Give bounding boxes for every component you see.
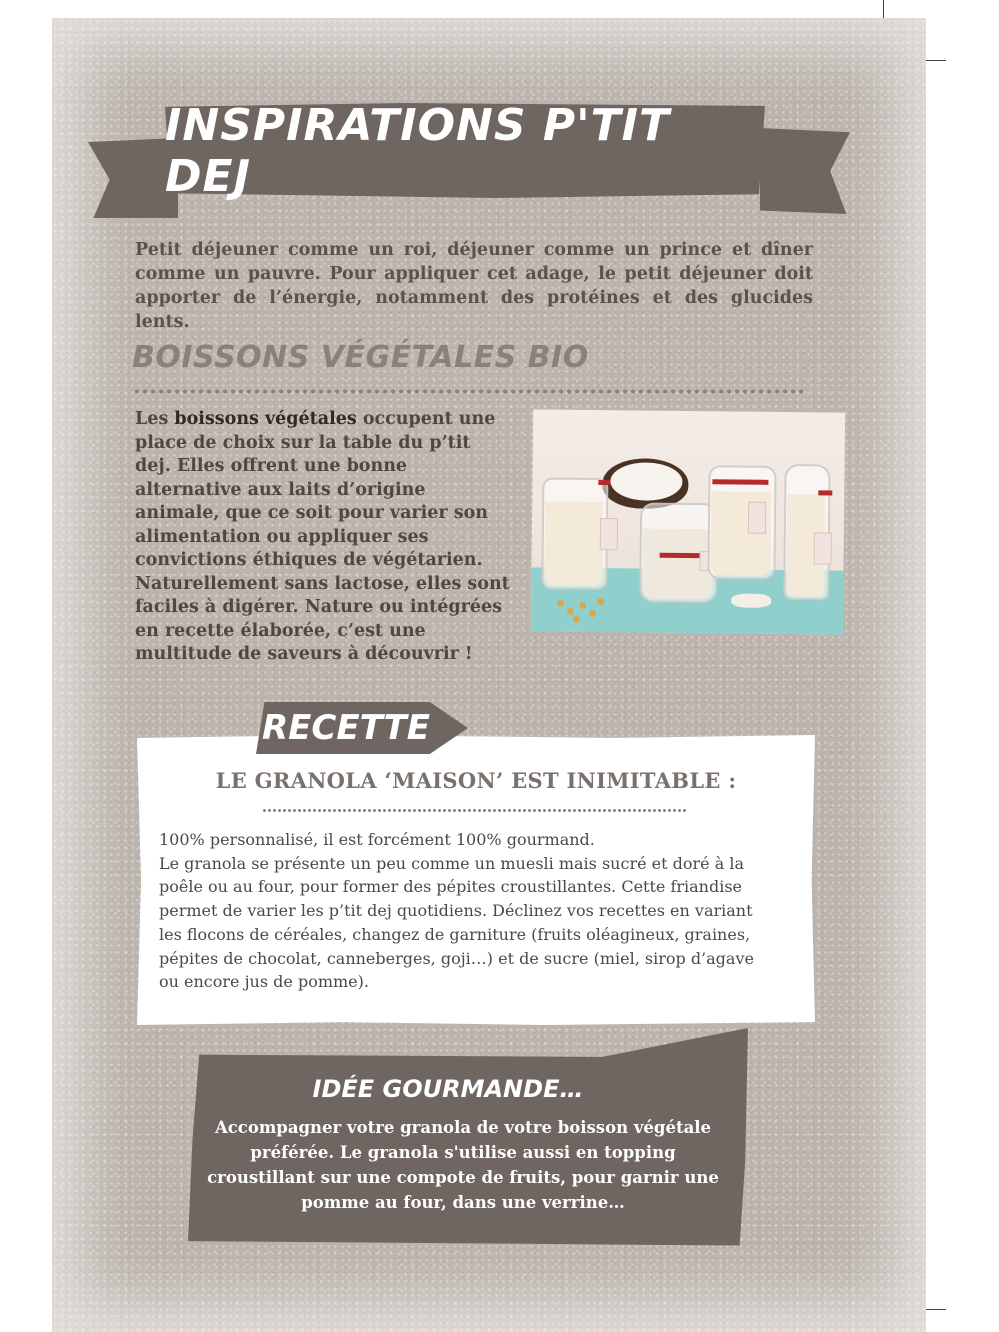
recipe-paragraph-2: Le granola se présente un peu comme un muesli mais sucré et doré à la poêle ou au four, pour former des pépites croustillantes. Cette friandise permet de varier les p’tit dej quotidiens. Déclinez vos recettes en variant les flocons de céréales, changez de garniture (fruits oléagineux, graines, pépites de chocolat, canneberges, goji…) et de sucre (miel, sirop d’agave ou encore jus de pomme). [159,853,754,992]
body-highlight: boissons végétales [174,409,357,429]
section-body [135,408,510,667]
rice-pile [731,593,771,607]
label-tag-4 [814,532,832,564]
dotted-divider [133,388,805,395]
soy-bean [567,608,574,615]
recipe-title: LE GRANOLA ‘MAISON’ EST INIMITABLE : [215,768,737,793]
body-rest: occupent une place de choix sur la table du p’tit dej. Elles offrent une bonne alternative aux laits d’origine animale, que ce soit pour varier son alimentation ou appliquer ses convictions éthiques de végétarien. Naturellement sans lactose, elles sont faciles à digérer. Nature ou intégrées en recette élaborée, c’est une multitude de saveurs à découvrir ! [135,409,510,664]
ribbon-2 [660,553,700,558]
soy-bean [597,598,604,605]
soy-bean [573,616,580,623]
ribbon-1 [598,480,610,485]
label-tag-3 [748,502,766,534]
ribbon-3 [712,479,768,485]
recipe-dotted-divider [262,808,686,813]
soy-bean [557,600,564,607]
soy-bean [579,602,586,609]
recipe-label: RECETTE [262,708,430,748]
idea-title: IDÉE GOURMANDE… [312,1075,584,1103]
milk-1 [544,502,603,587]
section-title: BOISSONS VÉGÉTALES BIO [132,340,589,375]
recipe-text [159,828,769,994]
idea-text: Accompagner votre granola de votre boisson végétale préférée. Le granola s'utilise aussi en topping croustillant sur une compote de fruits, pour garnir une pomme au four, dans une verrine… [207,1118,719,1212]
ribbon-4 [818,490,832,495]
body-prefix: Les [135,409,175,429]
intro-paragraph: Petit déjeuner comme un roi, déjeuner comme un prince et dîner comme un pauvre. Pour appliquer cet adage, le petit déjeuner doit apporter de l’énergie, notamment des protéines et des glucides lents. [135,240,813,332]
page-title: INSPIRATIONS P'TIT DEJ [165,99,670,202]
label-tag-1 [600,518,618,550]
coconut-flesh [610,462,682,501]
recipe-paragraph-1: 100% personnalisé, il est forcément 100% gourmand. [159,830,595,849]
soy-bean [589,610,596,617]
plant-milk-photo [531,409,845,634]
